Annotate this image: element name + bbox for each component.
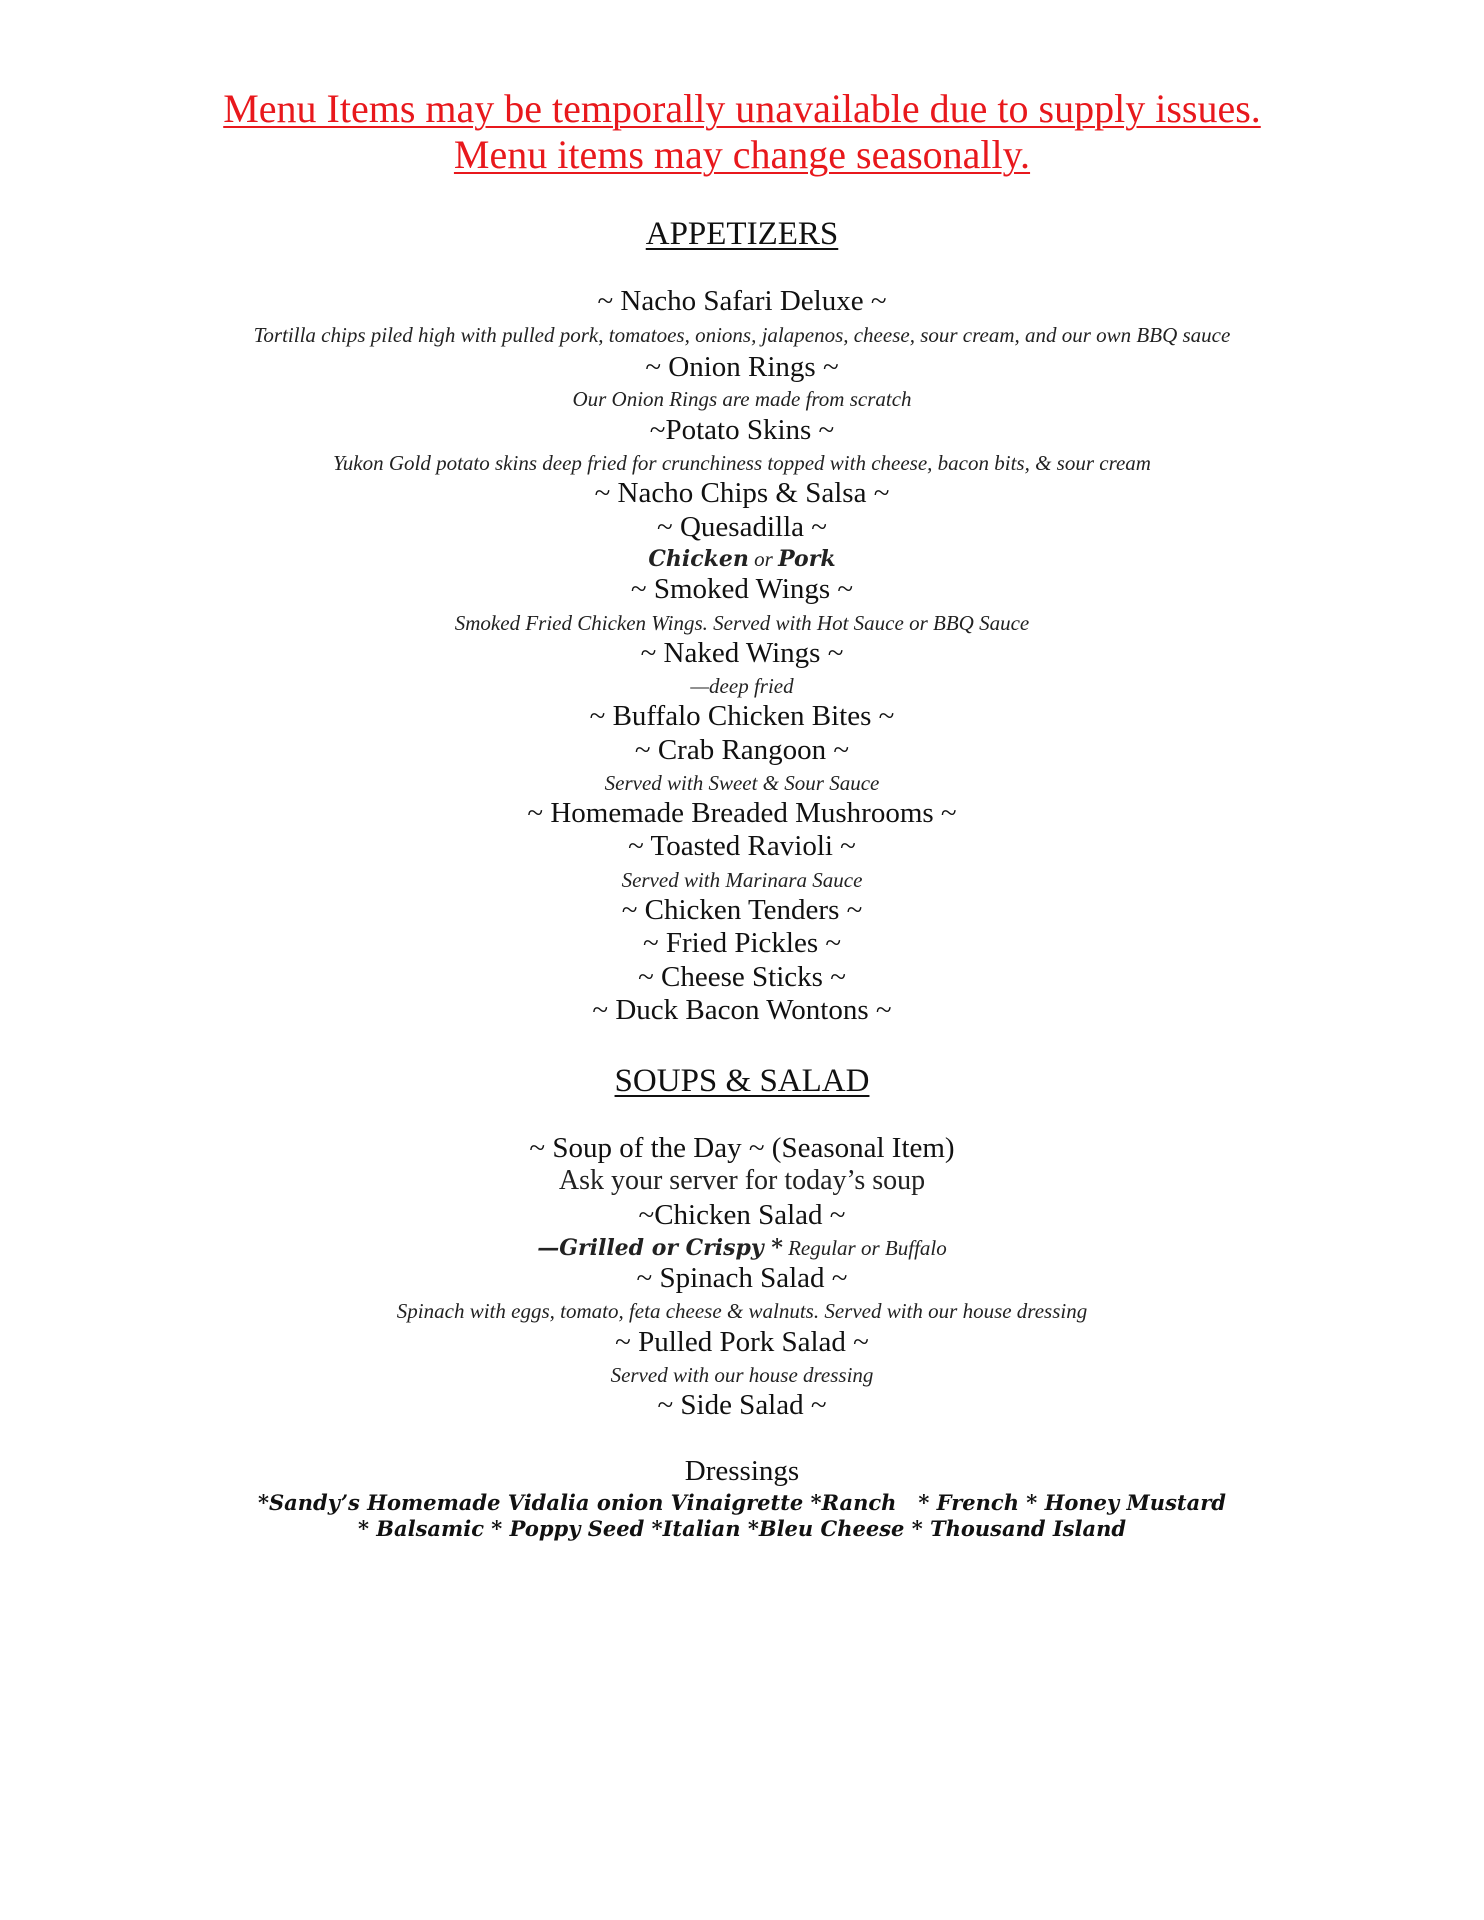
item-fried-pickles: ~ Fried Pickles ~ [642, 927, 842, 959]
dressings-title: Dressings [684, 1455, 800, 1487]
item-naked-wings: ~ Naked Wings ~ [640, 637, 844, 669]
dressings-line-2: * Balsamic * Poppy Seed *Italian *Bleu Cheese * Thousand Island [357, 1516, 1127, 1541]
item-soup-of-the-day: ~ Soup of the Day ~ (Seasonal Item) [529, 1132, 955, 1164]
item-spinach-salad: ~ Spinach Salad ~ [636, 1262, 848, 1294]
item-desc-smoked-wings: Smoked Fried Chicken Wings. Served with Hot Sauce or BBQ Sauce [454, 611, 1030, 635]
item-chicken-salad: ~Chicken Salad ~ [638, 1199, 846, 1231]
soups-salad-heading: SOUPS & SALAD [614, 1063, 870, 1099]
item-desc-soup-of-the-day: Ask your server for today’s soup [558, 1165, 926, 1196]
item-desc-crab-rangoon: Served with Sweet & Sour Sauce [604, 771, 880, 795]
item-desc-nacho-safari-deluxe: Tortilla chips piled high with pulled pork, tomatoes, onions, jalapenos, cheese, sour cream, and our own BBQ sauce [253, 323, 1231, 347]
quesadilla-option-pork: Pork [778, 546, 836, 572]
item-chicken-tenders: ~ Chicken Tenders ~ [621, 894, 863, 926]
item-side-salad: ~ Side Salad ~ [657, 1389, 827, 1421]
quesadilla-option-chicken: Chicken [648, 546, 749, 572]
item-toasted-ravioli: ~ Toasted Ravioli ~ [628, 830, 856, 862]
item-potato-skins: ~Potato Skins ~ [649, 414, 835, 446]
item-duck-bacon-wontons: ~ Duck Bacon Wontons ~ [592, 994, 892, 1026]
item-cheese-sticks: ~ Cheese Sticks ~ [638, 961, 846, 993]
item-desc-onion-rings: Our Onion Rings are made from scratch [572, 387, 912, 411]
item-desc-potato-skins: Yukon Gold potato skins deep fried for crunchiness topped with cheese, bacon bits, & sour cream [333, 451, 1151, 475]
item-crab-rangoon: ~ Crab Rangoon ~ [634, 734, 850, 766]
item-desc-chicken-salad [0, 1235, 1484, 1261]
quesadilla-or: or [748, 547, 779, 571]
dressings-line-1: *Sandy’s Homemade Vidalia onion Vinaigrette *Ranch * French * Honey Mustard [258, 1490, 1226, 1515]
item-pulled-pork-salad: ~ Pulled Pork Salad ~ [615, 1326, 869, 1358]
item-desc-quesadilla [0, 546, 1484, 572]
item-nacho-chips-salsa: ~ Nacho Chips & Salsa ~ [594, 477, 890, 509]
chicken-salad-flavor: Regular or Buffalo [782, 1236, 947, 1260]
chicken-salad-style: —Grilled or Crispy * [537, 1235, 783, 1261]
supply-notice: Menu Items may be temporally unavailable due to supply issues. [223, 86, 1261, 131]
item-buffalo-chicken-bites: ~ Buffalo Chicken Bites ~ [589, 700, 895, 732]
item-quesadilla: ~ Quesadilla ~ [657, 511, 827, 543]
appetizers-heading: APPETIZERS [645, 216, 839, 252]
item-homemade-breaded-mushrooms: ~ Homemade Breaded Mushrooms ~ [527, 797, 957, 829]
item-desc-spinach-salad: Spinach with eggs, tomato, feta cheese & walnuts. Served with our house dressing [396, 1299, 1088, 1323]
item-onion-rings: ~ Onion Rings ~ [645, 351, 839, 383]
item-smoked-wings: ~ Smoked Wings ~ [630, 573, 854, 605]
item-desc-naked-wings: —deep fried [690, 674, 794, 698]
item-desc-toasted-ravioli: Served with Marinara Sauce [621, 868, 863, 892]
seasonal-notice: Menu items may change seasonally. [453, 132, 1031, 177]
item-nacho-safari-deluxe: ~ Nacho Safari Deluxe ~ [597, 285, 887, 317]
item-desc-pulled-pork-salad: Served with our house dressing [610, 1363, 874, 1387]
